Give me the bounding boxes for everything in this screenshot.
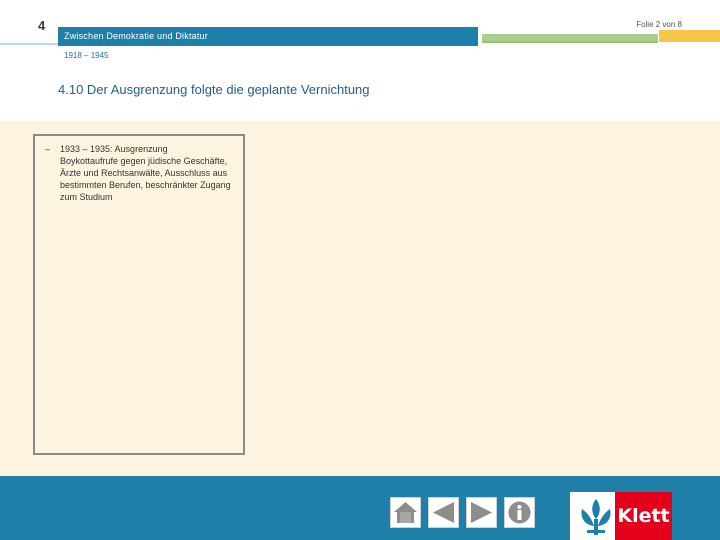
- triangle-right-icon: [468, 499, 495, 526]
- header-accent-line: [0, 43, 58, 45]
- text-box: [33, 134, 245, 455]
- yellow-accent-bar: [659, 30, 720, 42]
- info-icon: [506, 499, 533, 526]
- chapter-title: Zwischen Demokratie und Diktatur: [64, 31, 208, 41]
- bullet-heading: 1933 – 1935: Ausgrenzung: [60, 144, 168, 154]
- klett-lily-icon: [576, 494, 616, 538]
- info-button[interactable]: [504, 497, 535, 528]
- bullet-dash: –: [45, 144, 51, 154]
- klett-wordmark: Klett: [617, 505, 670, 527]
- home-button[interactable]: [390, 497, 421, 528]
- bullet-body: Boykottaufrufe gegen jüdische Geschäfte, Ärzte und Rechtsanwälte, Ausschluss aus bestimmten Berufen, beschränkter Zugang zum Studium: [60, 156, 231, 202]
- klett-wordmark-box: [615, 492, 672, 540]
- chapter-number: 4: [38, 18, 46, 33]
- era-label: 1918 – 1945: [64, 51, 109, 60]
- green-accent-line: [482, 41, 658, 43]
- slide-title: 4.10 Der Ausgrenzung folgte die geplante Vernichtung: [58, 82, 370, 97]
- klett-logo: [570, 492, 672, 540]
- forward-button[interactable]: [466, 497, 497, 528]
- home-icon: [392, 499, 419, 526]
- back-button[interactable]: [428, 497, 459, 528]
- slide-counter: Folie 2 von 8: [636, 20, 682, 29]
- triangle-left-icon: [430, 499, 457, 526]
